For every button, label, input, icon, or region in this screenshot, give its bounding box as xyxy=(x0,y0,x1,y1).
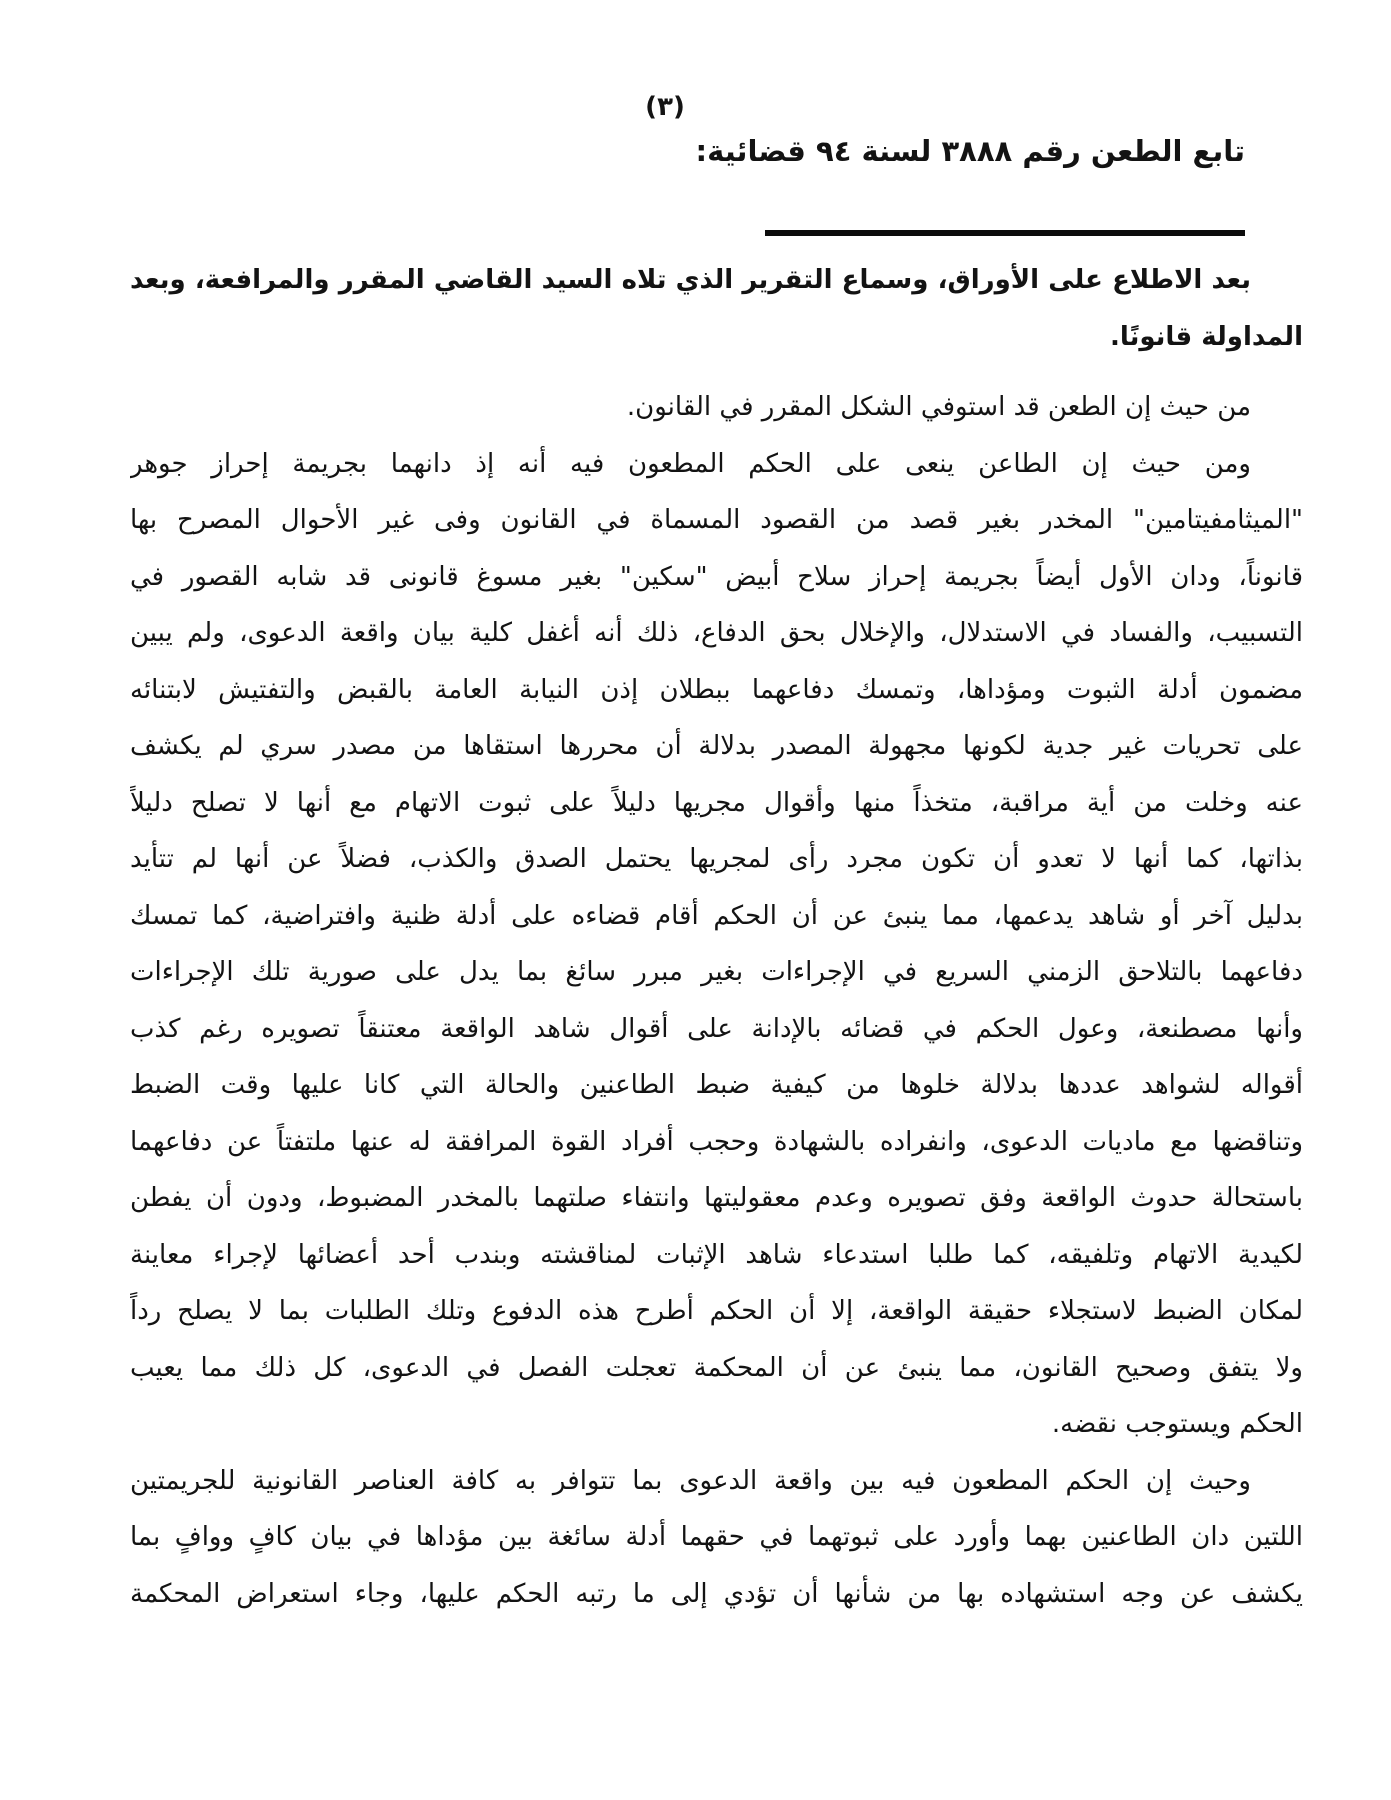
text-line: دفاعهما بالتلاحق الزمني السريع في الإجراءات بغير مبرر سائغ بما يدل على صورية تلك الإجراءات xyxy=(130,957,1303,987)
text-line: عنه وخلت من أية مراقبة، متخذاً منها وأقوال مجريها دليلاً على ثبوت الاتهام مع أنها لا تصلح دليلاً xyxy=(130,787,1303,818)
judgment-text xyxy=(130,252,1303,1622)
text-line: الحكم ويستوجب نقضه. xyxy=(1051,1409,1303,1439)
text-line: بذاتها، كما أنها لا تعدو أن تكون مجرد رأى لمجريها يحتمل الصدق والكذب، فضلاً عن أنها لم تتأيد xyxy=(130,844,1303,874)
text-line: ومن حيث إن الطاعن ينعى على الحكم المطعون فيه أنه إذ دانهما بجريمة إحراز جوهر xyxy=(130,448,1251,479)
text-line: باستحالة حدوث الواقعة وفق تصويره وعدم معقوليتها وانتفاء صلتهما بالمخدر المضبوط، ودون أن يفطن xyxy=(130,1183,1303,1213)
case-header: تابع الطعن رقم ٣٨٨٨ لسنة ٩٤ قضائية: xyxy=(695,134,1245,168)
text-line: لمكان الضبط لاستجلاء حقيقة الواقعة، إلا أن الحكم أطرح هذه الدفوع وتلك الطلبات بما لا يصلح رداً xyxy=(130,1296,1303,1326)
text-line: يكشف عن وجه استشهاده بها من شأنها أن تؤدي إلى ما رتبه الحكم عليها، وجاء استعراض المحكمة xyxy=(130,1578,1303,1609)
text-line: وأنها مصطنعة، وعول الحكم في قضائه بالإدانة على أقوال شاهد الواقعة معتنقاً تصويره رغم كذب xyxy=(130,1013,1303,1044)
text-line: وحيث إن الحكم المطعون فيه بين واقعة الدعوى بما تتوافر به كافة العناصر القانونية للجريمتين xyxy=(130,1465,1251,1496)
text-line: بعد الاطلاع على الأوراق، وسماع التقرير الذي تلاه السيد القاضي المقرر والمرافعة، وبعد xyxy=(130,265,1251,295)
text-line: "الميثامفيتامين" المخدر بغير قصد من القصود المسماة في القانون وفى غير الأحوال المصرح بها xyxy=(130,505,1303,535)
text-line: مضمون أدلة الثبوت ومؤداها، وتمسك دفاعهما ببطلان إذن النيابة العامة بالقبض والتفتيش لابتنائه xyxy=(130,674,1303,705)
header-rule xyxy=(765,230,1245,236)
text-line: من حيث إن الطعن قد استوفي الشكل المقرر في القانون. xyxy=(626,392,1251,422)
text-line: لكيدية الاتهام وتلفيقه، كما طلبا استدعاء شاهد الإثبات لمناقشته وبندب أحد أعضائها لإجراء معاينة xyxy=(130,1239,1303,1270)
text-line: التسبيب، والفساد في الاستدلال، والإخلال بحق الدفاع، ذلك أنه أغفل كلية بيان واقعة الدعوى، ولم يبين xyxy=(130,618,1303,648)
text-line: بدليل آخر أو شاهد يدعمها، مما ينبئ عن أن الحكم أقام قضاءه على أدلة ظنية وافتراضية، كما تمسك xyxy=(130,900,1303,931)
text-line: المداولة قانونًا. xyxy=(1109,321,1303,352)
text-line: أقواله لشواهد عددها بدلالة خلوها من كيفية ضبط الطاعنين والحالة التي كانا عليها وقت الضبط xyxy=(130,1070,1303,1100)
text-line: ولا يتفق وصحيح القانون، مما ينبئ عن أن المحكمة تعجلت الفصل في الدعوى، كل ذلك مما يعيب xyxy=(130,1352,1303,1383)
page-number: (٣) xyxy=(645,92,685,122)
text-line: قانوناً، ودان الأول أيضاً بجريمة إحراز سلاح أبيض "سكين" بغير مسوغ قانونى قد شابه القصور في xyxy=(130,561,1303,592)
text-line: وتناقضها مع ماديات الدعوى، وانفراده بالشهادة وحجب أفراد القوة المرافقة له عنها ملتفتاً عن دفاعهما xyxy=(130,1126,1303,1157)
text-line: اللتين دان الطاعنين بهما وأورد على ثبوتهما في حقهما أدلة سائغة بين مؤداها في بيان كافٍ ووافٍ بما xyxy=(130,1522,1303,1552)
text-line: على تحريات غير جدية لكونها مجهولة المصدر بدلالة أن محررها استقاها من مصدر سري لم يكشف xyxy=(130,731,1303,761)
